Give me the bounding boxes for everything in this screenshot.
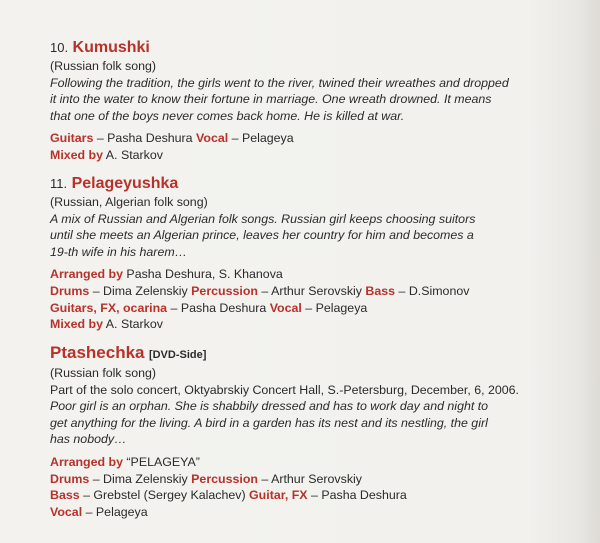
credit-role: Vocal [196,131,229,146]
credit-role: Guitars [50,131,94,146]
credit-name: Pasha Deshura, S. Khanova [122,267,283,282]
credit-role: Drums [50,471,90,486]
track-title: Kumushki [72,39,150,56]
credit-name: – Pelageya [301,300,368,315]
description-line: A mix of Russian and Algerian folk songs. Russian girl keeps choosing suitors [50,211,476,226]
track-title: Pelageyushka [71,175,179,192]
credit-line [50,130,570,147]
concert-note: Part of the solo concert, Oktyabrskiy Concert Hall, S.-Petersburg, December, 6, 2006. [50,382,519,397]
track-heading [50,38,570,58]
credit-line [50,316,570,333]
credit-name: A. Starkov [103,317,163,332]
credit-line [50,300,570,317]
credit-role: Arranged by [50,267,123,282]
credit-name: – D.Simonov [395,283,470,298]
description-line: 19-th wife in his harem… [50,244,188,259]
description-line: has nobody… [50,432,127,447]
credit-line [50,147,570,164]
track-heading [50,343,570,365]
description-line: Poor girl is an orphan. She is shabbily dressed and has to work day and night to [50,399,489,414]
credit-line [50,471,570,488]
description-line: that one of the boys never comes back home. He is killed at war. [50,108,405,123]
credit-role: Guitars, FX, ocarina [50,300,168,315]
description-line: until she meets an Algerian prince, leaves her country for him and becomes a [50,228,474,243]
dvd-side-tag: [DVD-Side] [148,349,207,361]
credit-line [50,504,570,521]
credit-name: – Arthur Serovskiy [257,283,366,298]
track-origin: (Russian, Algerian folk song) [50,195,208,209]
credit-line [50,454,570,471]
credit-name: “PELAGEYA” [122,454,200,469]
credit-name: – Pelageya [228,131,294,146]
credit-name: – Arthur Serovskiy [257,471,362,486]
credit-name: – Pasha Deshura [93,131,197,146]
track-entry-kumushki [50,38,570,164]
track-number: 10. [50,40,69,55]
credit-role: Mixed by [50,147,104,162]
credit-role: Percussion [191,283,258,298]
credit-name: – Dima Zelenskiy [89,283,192,298]
credit-role: Vocal [269,300,302,315]
credit-name: – Pasha Deshura [307,488,407,503]
track-title: Ptashechka [50,343,145,362]
description-line: get anything for the living. A bird in a garden has its nest and its nestling, the girl [50,415,488,430]
credit-role: Arranged by [50,454,123,469]
description-line: it into the water to know their fortune in marriage. One wreath drowned. It means [50,92,492,107]
track-entry-pelageyushka [50,174,570,333]
credit-name: – Pelageya [82,504,148,519]
credit-name: – Pasha Deshura [167,300,270,315]
credit-role: Vocal [50,504,83,519]
credit-role: Bass [50,488,80,503]
track-entry-ptashechka [50,343,570,520]
credit-name: A. Starkov [103,147,163,162]
credit-role: Drums [50,283,90,298]
credit-role: Bass [365,283,396,298]
credit-line [50,487,570,504]
track-origin: (Russian folk song) [50,366,157,380]
credit-line [50,283,570,300]
track-origin: (Russian folk song) [50,59,157,73]
track-heading [50,174,570,194]
description-line: Following the tradition, the girls went to the river, twined their wreathes and dropped [50,75,509,90]
credit-line [50,266,570,283]
track-number: 11. [50,176,68,191]
credit-name: – Grebstel (Sergey Kalachev) [79,488,250,503]
credit-role: Guitar, FX [249,488,308,503]
credit-name: – Dima Zelenskiy [89,471,192,486]
credit-role: Mixed by [50,317,104,332]
credit-role: Percussion [191,471,258,486]
